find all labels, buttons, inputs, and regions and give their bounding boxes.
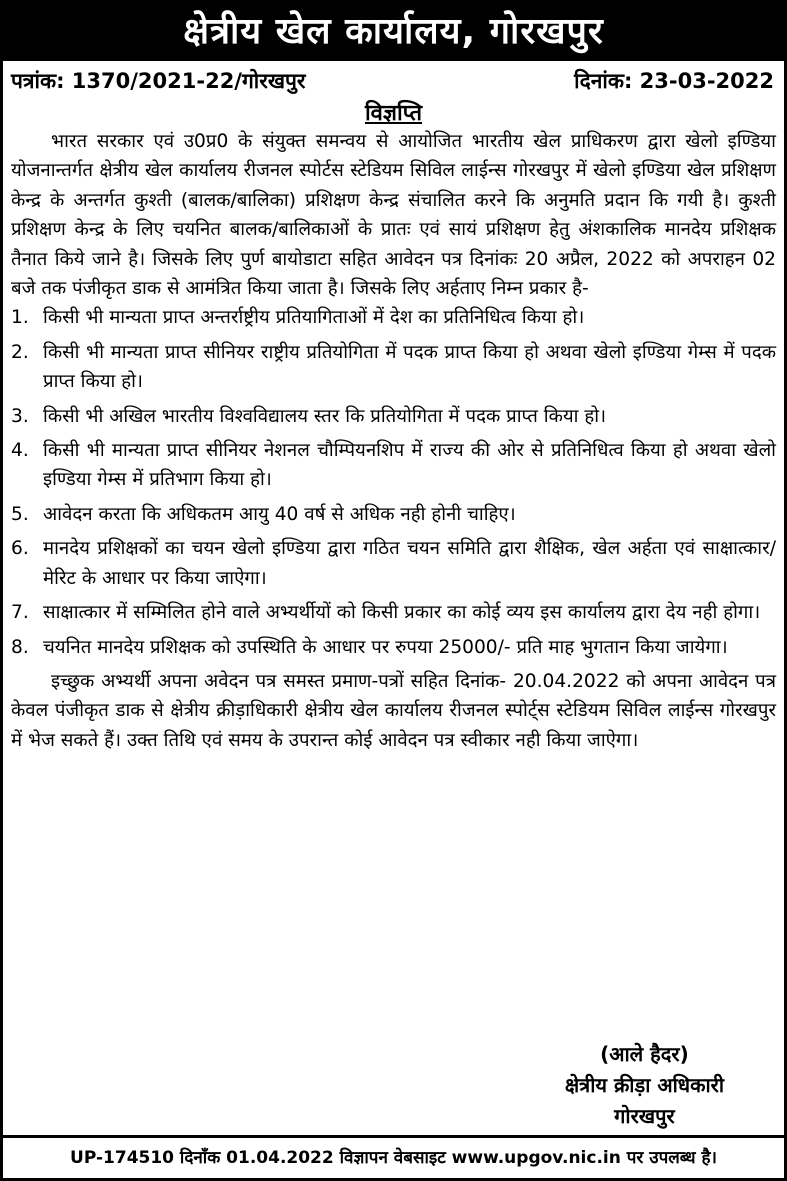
item-number: 5. bbox=[11, 503, 29, 525]
notice-title-wrap bbox=[3, 97, 784, 127]
item-text: मानदेय प्रशिक्षकों का चयन खेलो इण्डिया द्वारा गठित चयन समिति द्वारा शैक्षिक, खेल अर्हता एवं साक्षात्कार/मेरिट के आधार पर किया जाऐगा। bbox=[43, 538, 776, 589]
eligibility-list bbox=[11, 303, 776, 661]
signature-block bbox=[565, 1039, 724, 1132]
list-item bbox=[11, 598, 776, 627]
item-text: चयनित मानदेय प्रशिक्षक को उपस्थिति के आधार पर रुपया 25000/- प्रति माह भुगतान किया जायेगा। bbox=[43, 636, 728, 658]
office-title: क्षेत्रीय खेल कार्यालय, गोरखपुर bbox=[3, 3, 784, 61]
footer-strip: UP-174510 दिनाँक 01.04.2022 विज्ञापन वेबसाइट www.upgov.nic.in पर उपलब्ध है। bbox=[3, 1135, 784, 1178]
letter-date: दिनांक: 23-03-2022 bbox=[574, 69, 774, 93]
list-item bbox=[11, 338, 776, 397]
item-number: 7. bbox=[11, 602, 29, 624]
letter-number: पत्रांक: 1370/2021-22/गोरखपुर bbox=[11, 69, 306, 93]
item-text: किसी भी मान्यता प्राप्त सीनियर नेशनल चौम्पियनशिप में राज्य की ओर से प्रतिनिधित्व किया हो अथवा खेलो इण्डिया गेम्स में प्रतिभाग किया हो। bbox=[43, 440, 776, 491]
list-item bbox=[11, 500, 776, 529]
item-text: किसी भी अखिल भारतीय विश्वविद्यालय स्तर कि प्रतियोगिता में पदक प्राप्त किया हो। bbox=[43, 405, 607, 427]
list-item bbox=[11, 534, 776, 593]
notice-title: विज्ञप्ति bbox=[364, 101, 423, 126]
item-number: 2. bbox=[11, 341, 29, 363]
signatory-name: (आले हैदर) bbox=[600, 1042, 689, 1066]
list-item bbox=[11, 303, 776, 332]
item-number: 3. bbox=[11, 405, 29, 427]
item-text: किसी भी मान्यता प्राप्त सीनियर राष्ट्रीय प्रतियोगिता में पदक प्राप्त किया हो अथवा खेलो इण्डिया गेम्स में पदक प्राप्त किया हो। bbox=[43, 341, 776, 393]
item-number: 1. bbox=[11, 307, 29, 329]
item-text: किसी भी मान्यता प्राप्त अन्तर्राष्ट्रीय प्रतियागिताओं में देश का प्रतिनिधित्व किया हो। bbox=[43, 307, 585, 329]
item-number: 8. bbox=[11, 636, 29, 658]
signatory-designation: क्षेत्रीय क्रीड़ा अधिकारी bbox=[564, 1073, 724, 1097]
closing-paragraph: इच्छुक अभ्यर्थी अपना अवेदन पत्र समस्त प्रमाण-पत्रों सहित दिनांक- 20.04.2022 को अपना आवेदन पत्र केवल पंजीकृत डाक से क्षेत्रीय क्रीड़ाधिकारी क्षेत्रीय खेल कार्यालय रीजनल स्पोर्ट्स स्टेडियम सिविल लाईन्स गोरखपुर में भेज सकते हैं। उक्त तिथि एवं समय के उपरान्त कोई आवेदन पत्र स्वीकार नही किया जाऐगा। bbox=[11, 670, 776, 751]
reference-row bbox=[3, 61, 784, 95]
signatory-place: गोरखपुर bbox=[614, 1104, 675, 1128]
intro-paragraph: भारत सरकार एवं उ0प्र0 के संयुक्त समन्वय से आयोजित भारतीय खेल प्राधिकरण द्वारा खेलो इण्डिया योजनान्तर्गत क्षेत्रीय खेल कार्यालय रीजनल स्पोर्टस स्टेडियम सिविल लाईन्स गोरखपुर में खेलो इण्डिया खेल प्रशिक्षण केन्द्र के अन्तर्गत कुश्ती (बालक/बालिका) प्रशिक्षण केन्द्र संचालित करने कि अनुमति प्रदान कि गयी है। कुश्ती प्रशिक्षण केन्द्र के लिए चयनित बालक/बालिकाओं के प्रातः एवं सायं प्रशिक्षण हेतु अंशकालिक मानदेय प्रशिक्षक तैनात किये जाने है। जिसके लिए पुर्ण बायोडाटा सहित आवेदन पत्र दिनांकः 20 अप्रैल, 2022 को अपराहन 02 बजे तक पंजीकृत डाक से आमंत्रित किया जाता है। जिसके लिए अर्हताए निम्न प्रकार है- bbox=[11, 131, 776, 300]
item-text: साक्षात्कार में सम्मिलित होने वाले अभ्यर्थीयों को किसी प्रकार का कोई व्यय इस कार्यालय द्वारा देय नही होगा। bbox=[43, 602, 761, 624]
item-number: 6. bbox=[11, 538, 29, 560]
item-number: 4. bbox=[11, 440, 29, 462]
item-text: आवेदन करता कि अधिकतम आयु 40 वर्ष से अधिक नही होनी चाहिए। bbox=[43, 503, 516, 525]
notice-body bbox=[3, 127, 784, 755]
list-item bbox=[11, 402, 776, 431]
list-item bbox=[11, 633, 776, 662]
list-item bbox=[11, 436, 776, 495]
